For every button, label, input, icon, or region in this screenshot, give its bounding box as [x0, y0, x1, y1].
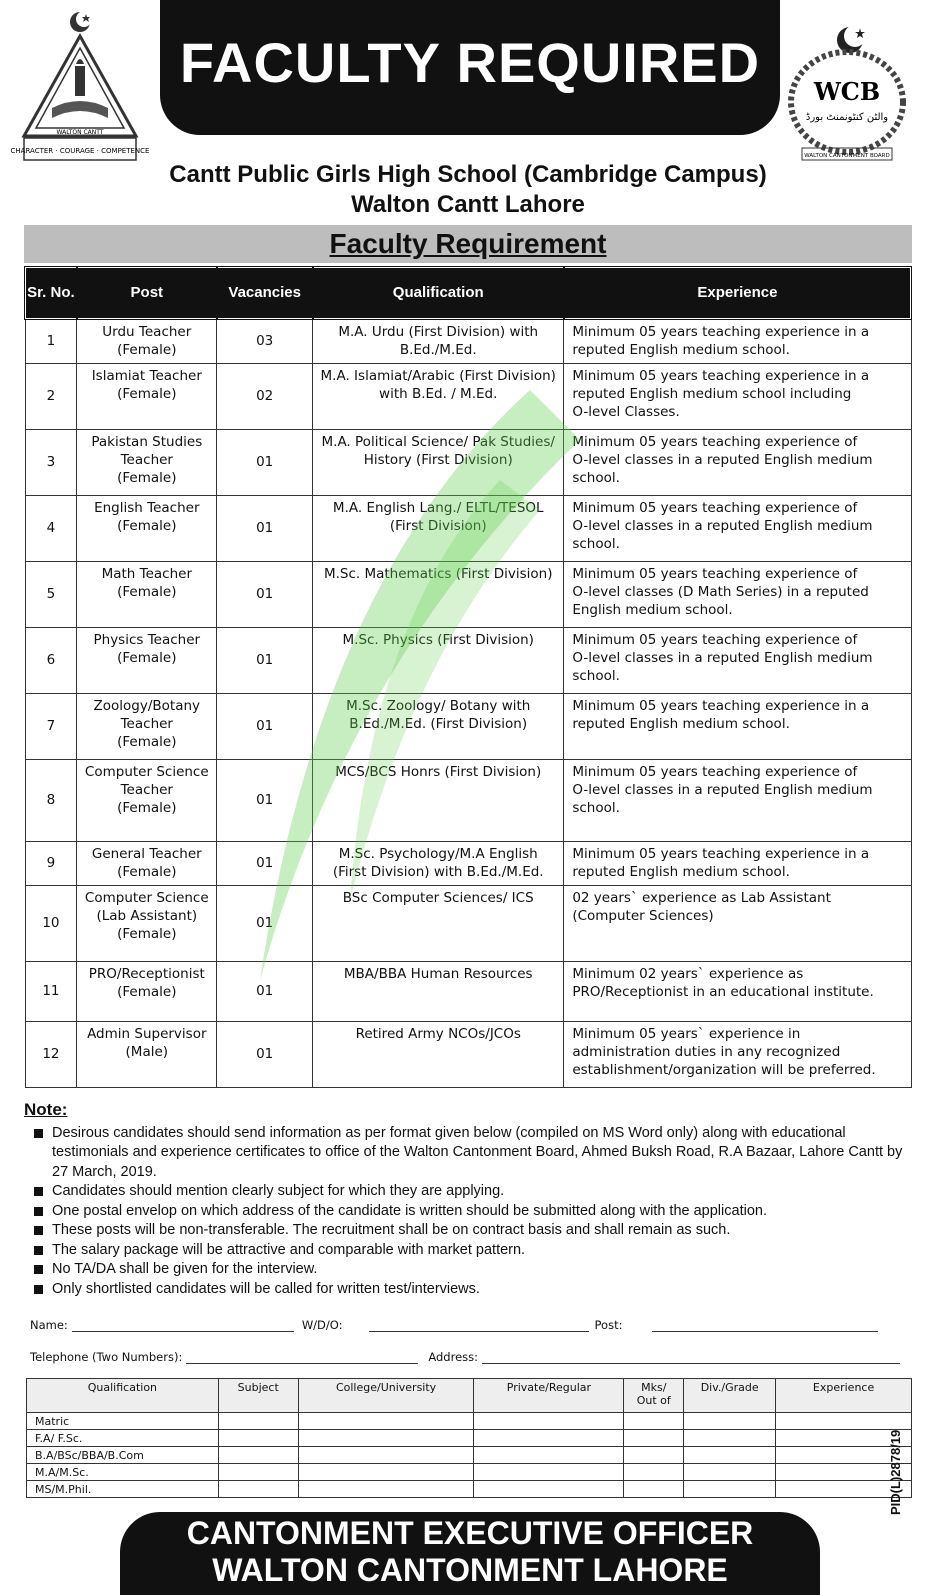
table-row	[25, 693, 911, 759]
faculty-table	[24, 266, 912, 1088]
note-item: Candidates should mention clearly subject for which they are applying.	[24, 1182, 912, 1202]
svg-text:CHARACTER · COURAGE · COMPETEN: CHARACTER · COURAGE · COMPETENCE	[10, 147, 150, 155]
edu-row	[27, 1464, 912, 1481]
edu-input-cell[interactable]	[218, 1430, 298, 1447]
cell-qualification: MBA/BBA Human Resources	[313, 961, 564, 1021]
edu-input-cell[interactable]	[218, 1481, 298, 1498]
cell-sr: 11	[25, 961, 77, 1021]
cell-vacancies: 01	[217, 759, 313, 841]
school-name-line2: Walton Cantt Lahore	[351, 191, 585, 218]
cell-experience: Minimum 05 years teaching experience of O-level classes in a reputed English medium school.	[564, 429, 911, 495]
cell-post: Pakistan Studies Teacher (Female)	[77, 429, 217, 495]
cell-vacancies: 01	[217, 495, 313, 561]
cell-experience: Minimum 05 years teaching experience in a reputed English medium school including O-level Classes.	[564, 363, 911, 429]
form-row-1	[30, 1318, 910, 1332]
table-row	[25, 841, 911, 885]
table-row	[25, 885, 911, 961]
footer-line1: CANTONMENT EXECUTIVE OFFICER	[186, 1515, 754, 1551]
header-experience: Experience	[564, 267, 911, 319]
cell-qualification: M.A. Islamiat/Arabic (First Division) with B.Ed. / M.Ed.	[313, 363, 564, 429]
edu-input-cell[interactable]	[684, 1464, 776, 1481]
edu-row	[27, 1430, 912, 1447]
edu-input-cell[interactable]	[298, 1430, 474, 1447]
cell-vacancies: 02	[217, 363, 313, 429]
edu-input-cell[interactable]	[684, 1481, 776, 1498]
cell-qualification: M.A. English Lang./ ELTL/TESOL (First Division)	[313, 495, 564, 561]
cell-qualification: M.A. Urdu (First Division) with B.Ed./M.Ed.	[313, 319, 564, 363]
cell-vacancies: 01	[217, 693, 313, 759]
cell-sr: 6	[25, 627, 77, 693]
edu-row	[27, 1447, 912, 1464]
edu-header-cell: Experience	[776, 1379, 912, 1413]
cell-qualification: M.A. Political Science/ Pak Studies/ History (First Division)	[313, 429, 564, 495]
cell-post: Zoology/Botany Teacher (Female)	[77, 693, 217, 759]
table-row	[25, 627, 911, 693]
table-row	[25, 495, 911, 561]
crescent-star-icon	[837, 25, 866, 53]
cell-sr: 7	[25, 693, 77, 759]
cell-post: Computer Science (Lab Assistant) (Female)	[77, 885, 217, 961]
crescent-star-icon	[70, 11, 92, 32]
cell-post: Urdu Teacher (Female)	[77, 319, 217, 363]
address-field[interactable]	[482, 1352, 900, 1364]
wdo-label: W/D/O:	[301, 1318, 343, 1332]
cell-qualification: BSc Computer Sciences/ ICS	[313, 885, 564, 961]
edu-input-cell[interactable]	[684, 1413, 776, 1430]
cell-experience: Minimum 05 years teaching experience of O-level classes (D Math Series) in a reputed English medium school.	[564, 561, 911, 627]
cell-post: Math Teacher (Female)	[77, 561, 217, 627]
cell-vacancies: 01	[217, 961, 313, 1021]
cell-qualification: MCS/BCS Honrs (First Division)	[313, 759, 564, 841]
svg-text:WALTON CANTONMENT BOARD: WALTON CANTONMENT BOARD	[804, 153, 890, 159]
table-header-row	[25, 267, 911, 319]
table-row	[25, 363, 911, 429]
edu-input-cell[interactable]	[624, 1413, 684, 1430]
address-label: Address:	[428, 1350, 479, 1364]
cell-vacancies: 01	[217, 841, 313, 885]
edu-input-cell[interactable]	[218, 1413, 298, 1430]
edu-input-cell[interactable]	[218, 1447, 298, 1464]
svg-text:WCB: WCB	[813, 77, 881, 106]
edu-row	[27, 1413, 912, 1430]
cell-qualification: M.Sc. Psychology/M.A English (First Division) with B.Ed./M.Ed.	[313, 841, 564, 885]
note-item: Desirous candidates should send information as per format given below (compiled on MS Word only) along with educational testimonials and experience certificates to office of the Walton Cantonment Board, Ahmed Buksh Road, R.A Bazaar, Lahore Cantt by 27 March, 2019.	[24, 1124, 912, 1183]
cell-sr: 12	[25, 1021, 77, 1087]
telephone-field[interactable]	[186, 1352, 418, 1364]
cell-sr: 4	[25, 495, 77, 561]
notes-title: Note:	[24, 1100, 68, 1119]
notes-section	[24, 1100, 912, 1299]
cell-experience: Minimum 05 years teaching experience of O-level classes in a reputed English medium school.	[564, 627, 911, 693]
cell-experience: 02 years` experience as Lab Assistant (Computer Sciences)	[564, 885, 911, 961]
table-row	[25, 961, 911, 1021]
edu-input-cell[interactable]	[684, 1447, 776, 1464]
header-vacancies: Vacancies	[217, 267, 313, 319]
edu-input-cell[interactable]	[298, 1447, 474, 1464]
cell-qualification: M.Sc. Physics (First Division)	[313, 627, 564, 693]
edu-qualification-cell: B.A/BSc/BBA/B.Com	[27, 1447, 219, 1464]
edu-qualification-cell: F.A/ F.Sc.	[27, 1430, 219, 1447]
cell-sr: 9	[25, 841, 77, 885]
edu-input-cell[interactable]	[474, 1447, 624, 1464]
cell-post: PRO/Receptionist (Female)	[77, 961, 217, 1021]
edu-header-cell: Mks/ Out of	[624, 1379, 684, 1413]
edu-input-cell[interactable]	[624, 1464, 684, 1481]
edu-input-cell[interactable]	[298, 1481, 474, 1498]
edu-input-cell[interactable]	[474, 1413, 624, 1430]
cell-experience: Minimum 05 years` experience in administration duties in any recognized establishment/organization will be preferred.	[564, 1021, 911, 1087]
section-title: Faculty Requirement	[329, 228, 607, 259]
edu-qualification-cell: MS/M.Phil.	[27, 1481, 219, 1498]
cell-post: English Teacher (Female)	[77, 495, 217, 561]
cell-experience: Minimum 05 years teaching experience in a reputed English medium school.	[564, 319, 911, 363]
footer-text	[120, 1515, 820, 1589]
header-qualification: Qualification	[313, 267, 564, 319]
table-row	[25, 319, 911, 363]
name-field[interactable]	[72, 1320, 294, 1332]
table-row	[25, 429, 911, 495]
edu-input-cell[interactable]	[684, 1430, 776, 1447]
school-name	[0, 160, 936, 220]
wdo-field[interactable]	[369, 1320, 589, 1332]
header-sr: Sr. No.	[25, 267, 77, 319]
cell-qualification: M.Sc. Mathematics (First Division)	[313, 561, 564, 627]
cell-sr: 5	[25, 561, 77, 627]
cell-sr: 8	[25, 759, 77, 841]
edu-input-cell[interactable]	[218, 1464, 298, 1481]
note-item: One postal envelop on which address of the candidate is written should be submitted along with the application.	[24, 1202, 912, 1222]
note-item: The salary package will be attractive and comparable with market pattern.	[24, 1241, 912, 1261]
svg-text:والٹن کنٹونمنٹ بورڈ: والٹن کنٹونمنٹ بورڈ	[805, 112, 889, 123]
name-label: Name:	[30, 1318, 68, 1332]
cell-qualification: M.Sc. Zoology/ Botany with B.Ed./M.Ed. (First Division)	[313, 693, 564, 759]
cell-sr: 3	[25, 429, 77, 495]
note-item: Only shortlisted candidates will be called for written test/interviews.	[24, 1280, 912, 1300]
svg-text:WALTON CANTT: WALTON CANTT	[56, 129, 104, 136]
cell-post: General Teacher (Female)	[77, 841, 217, 885]
post-label: Post:	[594, 1318, 623, 1332]
cell-vacancies: 01	[217, 1021, 313, 1087]
post-field[interactable]	[652, 1320, 878, 1332]
edu-header-cell: Private/Regular	[474, 1379, 624, 1413]
cell-sr: 10	[25, 885, 77, 961]
table-row	[25, 561, 911, 627]
edu-header-cell: Div./Grade	[684, 1379, 776, 1413]
edu-qualification-cell: Matric	[27, 1413, 219, 1430]
cell-experience: Minimum 02 years` experience as PRO/Receptionist in an educational institute.	[564, 961, 911, 1021]
cell-experience: Minimum 05 years teaching experience in a reputed English medium school.	[564, 693, 911, 759]
edu-input-cell[interactable]	[474, 1481, 624, 1498]
school-name-line1: Cantt Public Girls High School (Cambridge Campus)	[169, 161, 767, 188]
cell-vacancies: 03	[217, 319, 313, 363]
edu-row	[27, 1481, 912, 1498]
cell-post: Islamiat Teacher (Female)	[77, 363, 217, 429]
cell-vacancies: 01	[217, 561, 313, 627]
table-row	[25, 1021, 911, 1087]
edu-input-cell[interactable]	[624, 1481, 684, 1498]
cell-sr: 2	[25, 363, 77, 429]
edu-header-cell: Subject	[218, 1379, 298, 1413]
cell-experience: Minimum 05 years teaching experience of O-level classes in a reputed English medium school.	[564, 759, 911, 841]
edu-input-cell[interactable]	[298, 1413, 474, 1430]
cell-experience: Minimum 05 years teaching experience of O-level classes in a reputed English medium school.	[564, 495, 911, 561]
edu-input-cell[interactable]	[624, 1430, 684, 1447]
cell-post: Computer Science Teacher (Female)	[77, 759, 217, 841]
edu-input-cell[interactable]	[474, 1430, 624, 1447]
section-title-bar	[24, 225, 912, 263]
edu-qualification-cell: M.A/M.Sc.	[27, 1464, 219, 1481]
form-row-2	[30, 1350, 910, 1364]
cell-sr: 1	[25, 319, 77, 363]
edu-input-cell[interactable]	[474, 1464, 624, 1481]
table-row	[25, 759, 911, 841]
cell-vacancies: 01	[217, 429, 313, 495]
cell-post: Admin Supervisor (Male)	[77, 1021, 217, 1087]
education-table	[26, 1378, 912, 1498]
notes-list	[24, 1124, 912, 1300]
edu-header-cell: College/University	[298, 1379, 474, 1413]
edu-header-row	[27, 1379, 912, 1413]
pid-code: PID(L)2878/19	[888, 1429, 903, 1515]
footer-line2: WALTON CANTONMENT LAHORE	[212, 1552, 728, 1588]
cell-vacancies: 01	[217, 627, 313, 693]
cell-vacancies: 01	[217, 885, 313, 961]
edu-input-cell[interactable]	[298, 1464, 474, 1481]
school-crest-logo	[10, 8, 150, 168]
cell-experience: Minimum 05 years teaching experience in a reputed English medium school.	[564, 841, 911, 885]
telephone-label: Telephone (Two Numbers):	[30, 1350, 183, 1364]
header-post: Post	[77, 267, 217, 319]
cell-post: Physics Teacher (Female)	[77, 627, 217, 693]
note-item: No TA/DA shall be given for the interview.	[24, 1260, 912, 1280]
page-title: FACULTY REQUIRED	[179, 31, 761, 94]
edu-header-cell: Qualification	[27, 1379, 219, 1413]
note-item: These posts will be non-transferable. The recruitment shall be on contract basis and shall remain as such.	[24, 1221, 912, 1241]
cell-qualification: Retired Army NCOs/JCOs	[313, 1021, 564, 1087]
edu-input-cell[interactable]	[624, 1447, 684, 1464]
wcb-logo	[782, 20, 912, 165]
